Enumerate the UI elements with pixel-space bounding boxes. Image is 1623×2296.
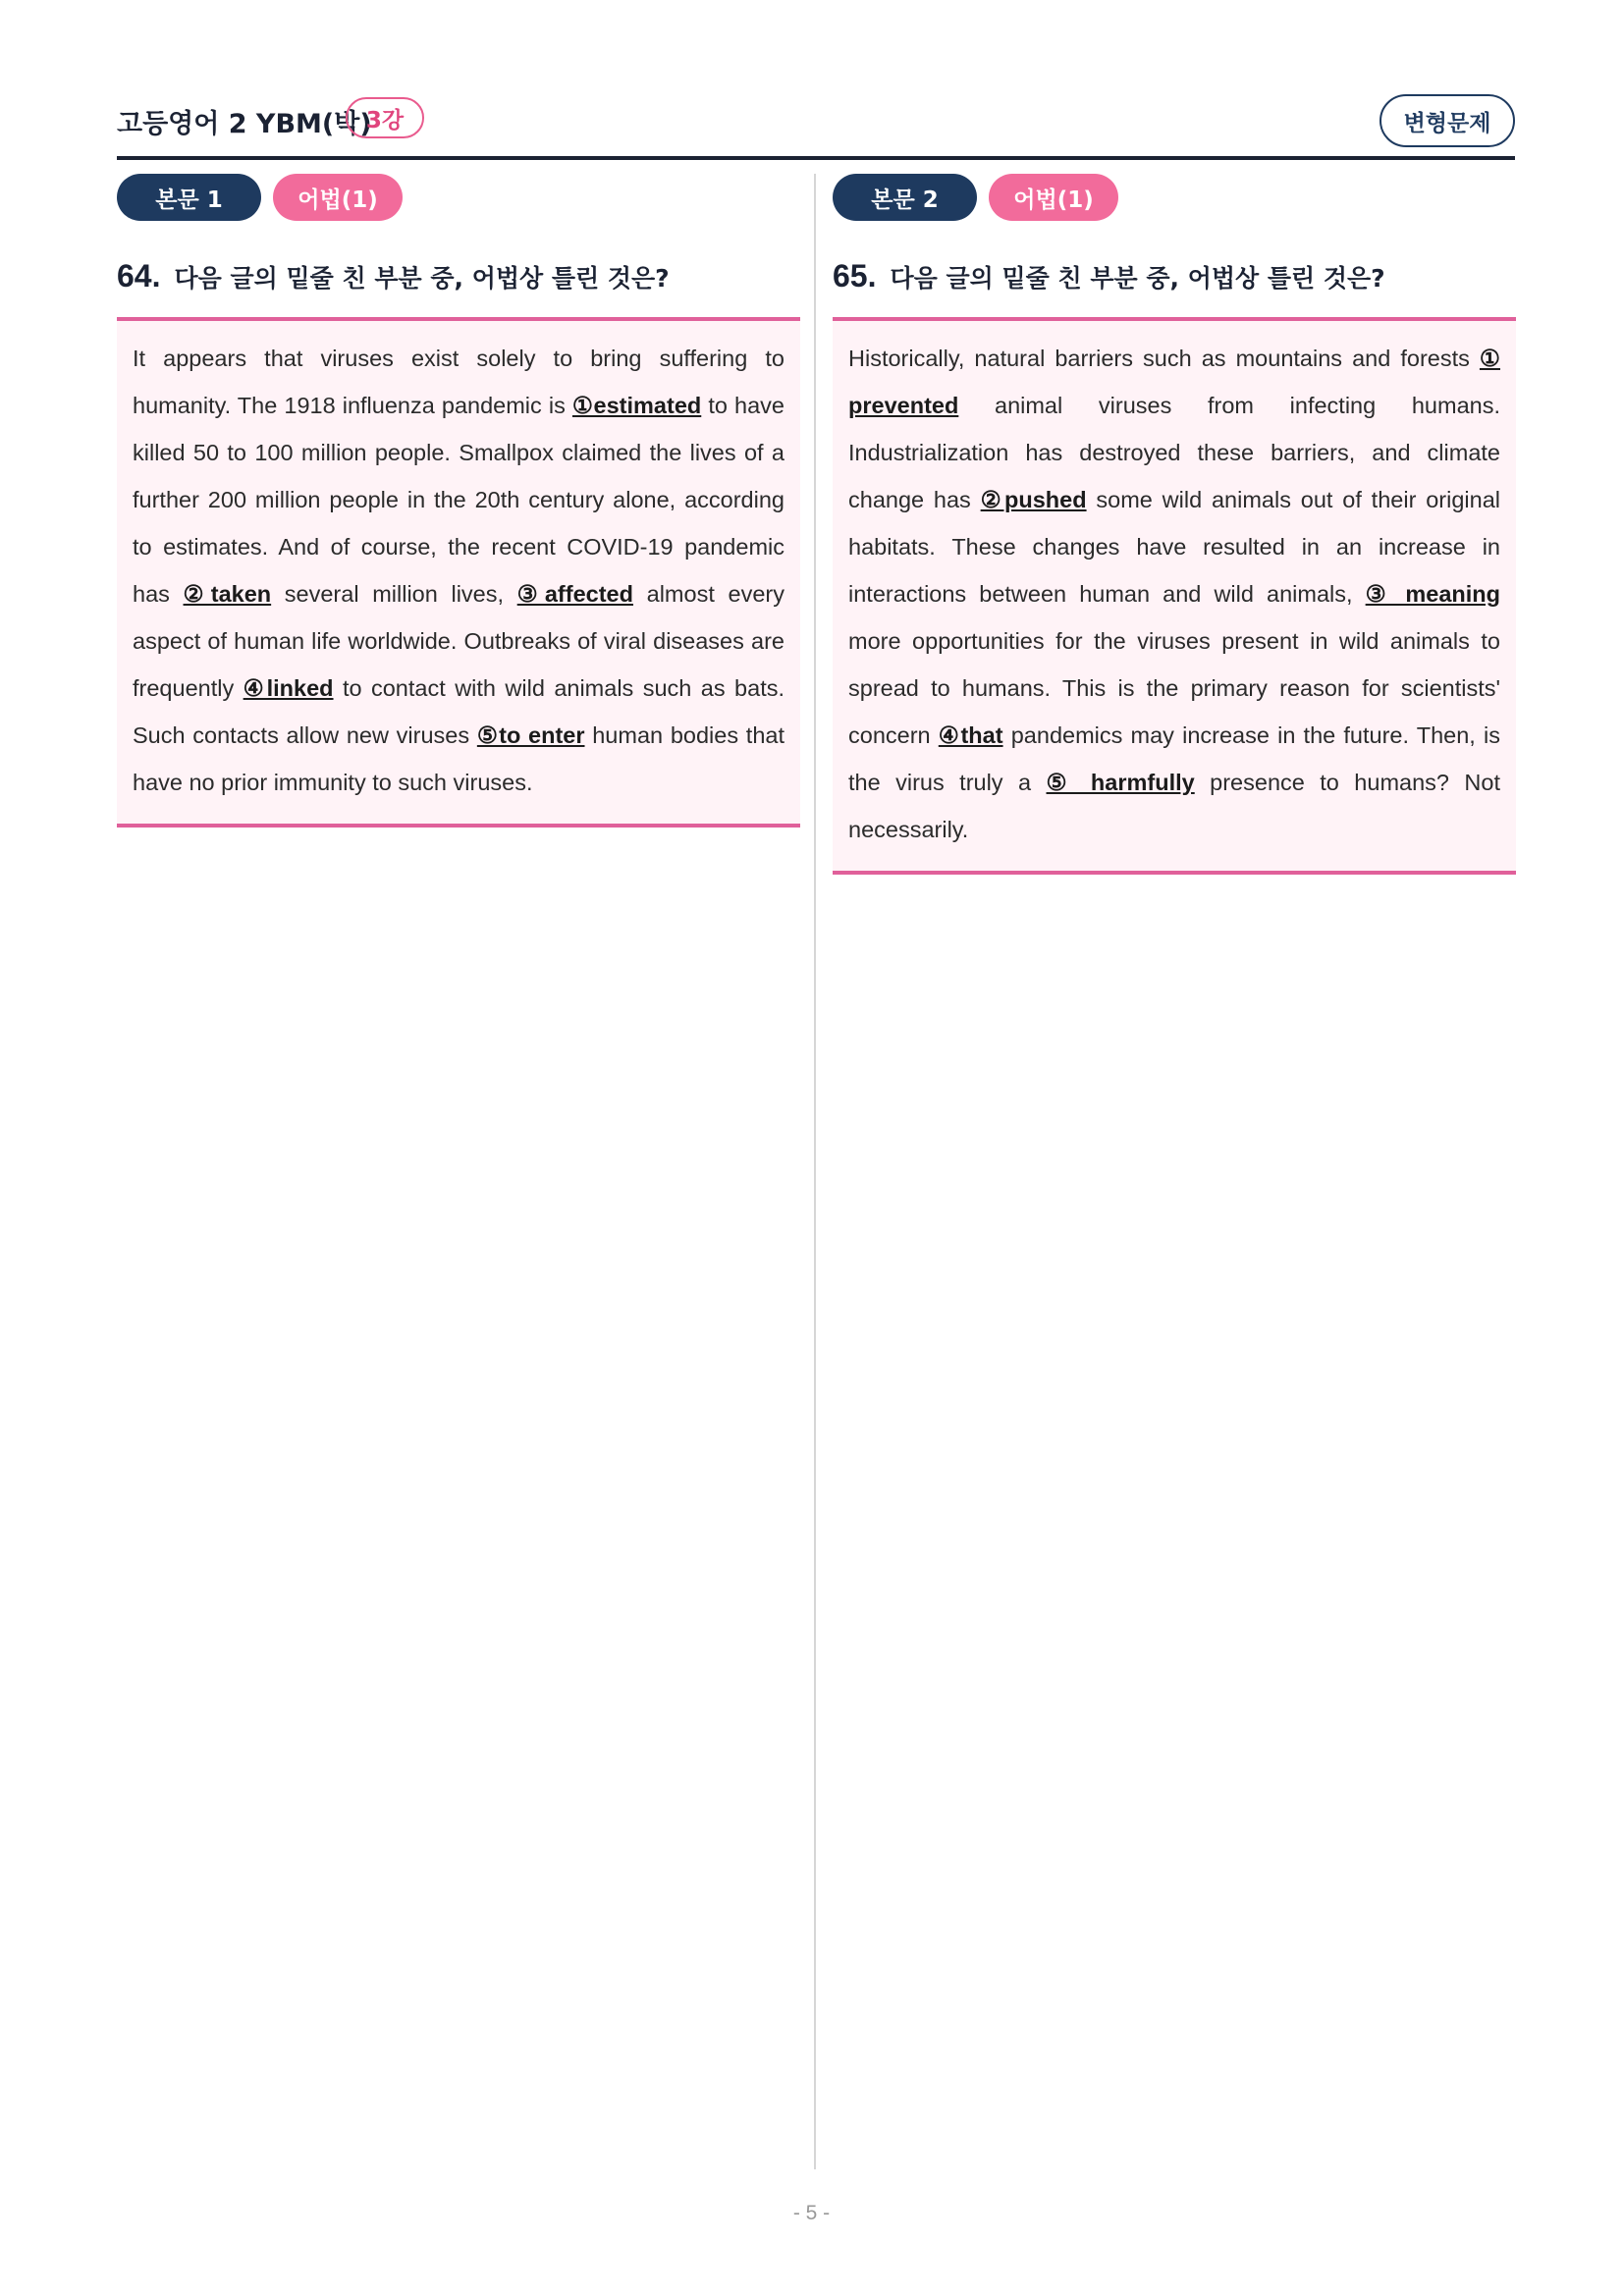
passage-tag: 본문 2	[833, 174, 977, 221]
passage-text: more opportunities for the viruses present in wild animals to spread to humans. This is the primary reason for scientists' concern	[848, 628, 1500, 748]
question-prompt: 다음 글의 밑줄 친 부분 중, 어법상 틀린 것은?	[890, 264, 1385, 293]
passage-text: to have killed 50 to 100 million people. Smallpox claimed the lives of a further 200 million people in the 20th century alone, according to estimates. And of course, the recent COVID-19 pandemic has	[133, 393, 784, 607]
passage-tag: 본문 1	[117, 174, 261, 221]
passage-text: to contact with wild animals such as bats. Such contacts allow new viruses	[133, 675, 784, 748]
passage-text: animal viruses from infecting humans. Industrialization has destroyed these barriers, and climate change has	[848, 393, 1500, 512]
passage-box	[833, 317, 1516, 875]
passage-text: some wild animals out of their original habitats. These changes have resulted in an increase in interactions between human and wild animals,	[848, 487, 1500, 607]
header-divider	[117, 156, 1515, 160]
column-divider	[814, 174, 816, 2169]
question-type-badge: 변형문제	[1380, 94, 1515, 147]
passage-text: almost every aspect of human life worldwide. Outbreaks of viral diseases are frequently	[133, 581, 784, 701]
underlined-choice-2: ②pushed	[980, 487, 1087, 512]
question-65-column	[833, 174, 1516, 875]
underlined-choice-5: ⑤ harmfully	[1046, 770, 1195, 795]
question-prompt: 다음 글의 밑줄 친 부분 중, 어법상 틀린 것은?	[174, 264, 670, 293]
question-64-column	[117, 174, 800, 828]
question-number: 65.	[833, 258, 877, 294]
underlined-choice-5: ⑤to enter	[476, 722, 585, 748]
underlined-choice-1: ①estimated	[571, 393, 702, 418]
underlined-choice-2: ②taken	[183, 581, 272, 607]
page-number: - 5 -	[792, 2202, 831, 2224]
question-tags	[833, 174, 1516, 221]
question-tags	[117, 174, 800, 221]
passage-text: presence to humans? Not necessarily.	[848, 770, 1500, 842]
underlined-choice-4: ④linked	[243, 675, 334, 701]
passage-box	[117, 317, 800, 828]
category-tag: 어법(1)	[273, 174, 403, 221]
page-header	[117, 94, 1515, 159]
question-number: 64.	[117, 258, 161, 294]
passage-text: It appears that viruses exist solely to bring suffering to humanity. The 1918 influenza pandemic is	[133, 346, 784, 418]
underlined-choice-3: ③ meaning	[1365, 581, 1500, 607]
underlined-choice-3: ③affected	[516, 581, 633, 607]
underlined-choice-1: ① prevented	[848, 346, 1500, 418]
question-heading	[117, 258, 800, 297]
passage-text: pandemics may increase in the future. Then, is the virus truly a	[848, 722, 1500, 795]
passage-text: Historically, natural barriers such as mountains and forests	[848, 346, 1480, 371]
question-heading	[833, 258, 1516, 297]
lesson-badge: 3강	[346, 97, 424, 138]
passage-text: human bodies that have no prior immunity to such viruses.	[133, 722, 784, 795]
underlined-choice-4: ④that	[938, 722, 1003, 748]
category-tag: 어법(1)	[989, 174, 1118, 221]
course-title: 고등영어 2 YBM(박)	[117, 109, 372, 139]
passage-text: several million lives,	[271, 581, 517, 607]
